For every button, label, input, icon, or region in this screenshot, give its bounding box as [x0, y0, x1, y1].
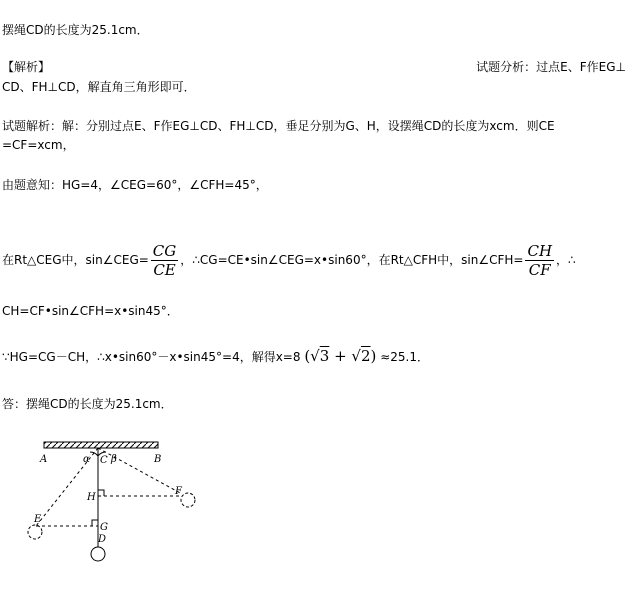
label-beta: β — [111, 454, 117, 465]
solution-line-1 — [2, 118, 555, 134]
bob-e — [28, 525, 42, 539]
solution-prefix: 试题解析：解：分别过点 — [2, 119, 135, 133]
frac2-den: CF — [528, 261, 551, 279]
solution-mid1: E、F作EG⊥CD、FH⊥CD，垂足分别为G、H，设摆绳 — [134, 119, 424, 133]
label-alpha: α — [83, 454, 90, 465]
label-g: G — [100, 522, 108, 533]
label-h: H — [87, 492, 96, 503]
analysis-header: 【解析】 — [2, 60, 51, 74]
analysis-continuation: CD、FH⊥CD，解直角三角形即可． — [2, 80, 196, 94]
eq-c2: ≈25.1． — [380, 350, 429, 364]
fraction-ch-cf — [525, 242, 554, 279]
frac1-den: CE — [153, 261, 176, 279]
sqrt3: 3 — [319, 347, 330, 365]
label-e: E — [34, 514, 42, 525]
solution-mid2: CD的长度为xcm．则CE — [423, 119, 555, 133]
angle-alpha-arc — [90, 452, 98, 456]
eq-a1: 在Rt△CEG中，sin∠CEG= — [2, 253, 149, 267]
sqrt2: 2 — [360, 347, 371, 365]
fraction-cg-ce — [151, 242, 178, 279]
analysis-right: 试题分析：过点E、F作EG⊥ — [476, 60, 626, 74]
answer-line-top: 摆绳CD的长度为25.1cm． — [2, 23, 149, 37]
pendulum-diagram — [20, 438, 240, 578]
frac2-num: CH — [527, 242, 553, 260]
right-angle-g — [92, 520, 98, 526]
bob-d — [91, 547, 105, 561]
sqrt-expression: (√3 + √2) — [304, 347, 377, 365]
label-c: C — [100, 455, 108, 466]
solution-line-2: =CF=xcm， — [2, 138, 75, 152]
bob-f — [181, 493, 195, 507]
eq-a2: ，∴CG=CE•sin∠CEG=x•sin60°，在Rt△CFH中，sin∠CFH= — [180, 253, 524, 267]
right-angle-h — [98, 490, 104, 496]
eq-a3: ，∴ — [556, 253, 576, 267]
ceiling-hatch — [44, 442, 158, 448]
label-f: F — [175, 486, 182, 497]
given-line: 由题意知：HG=4，∠CEG=60°，∠CFH=45°， — [2, 178, 268, 192]
eq-c1: ∵HG=CG－CH，∴x•sin60°－x•sin45°=4，解得x=8 — [2, 350, 301, 364]
label-d: D — [98, 534, 107, 545]
final-answer: 答：摆绳CD的长度为25.1cm． — [2, 397, 173, 411]
equation-line-c — [2, 344, 429, 369]
frac1-num: CG — [152, 242, 177, 260]
label-a: A — [40, 454, 48, 465]
equation-line-b: CH=CF•sin∠CFH=x•sin45°． — [2, 304, 179, 318]
equation-line-a — [2, 238, 576, 282]
label-b: B — [154, 454, 162, 465]
